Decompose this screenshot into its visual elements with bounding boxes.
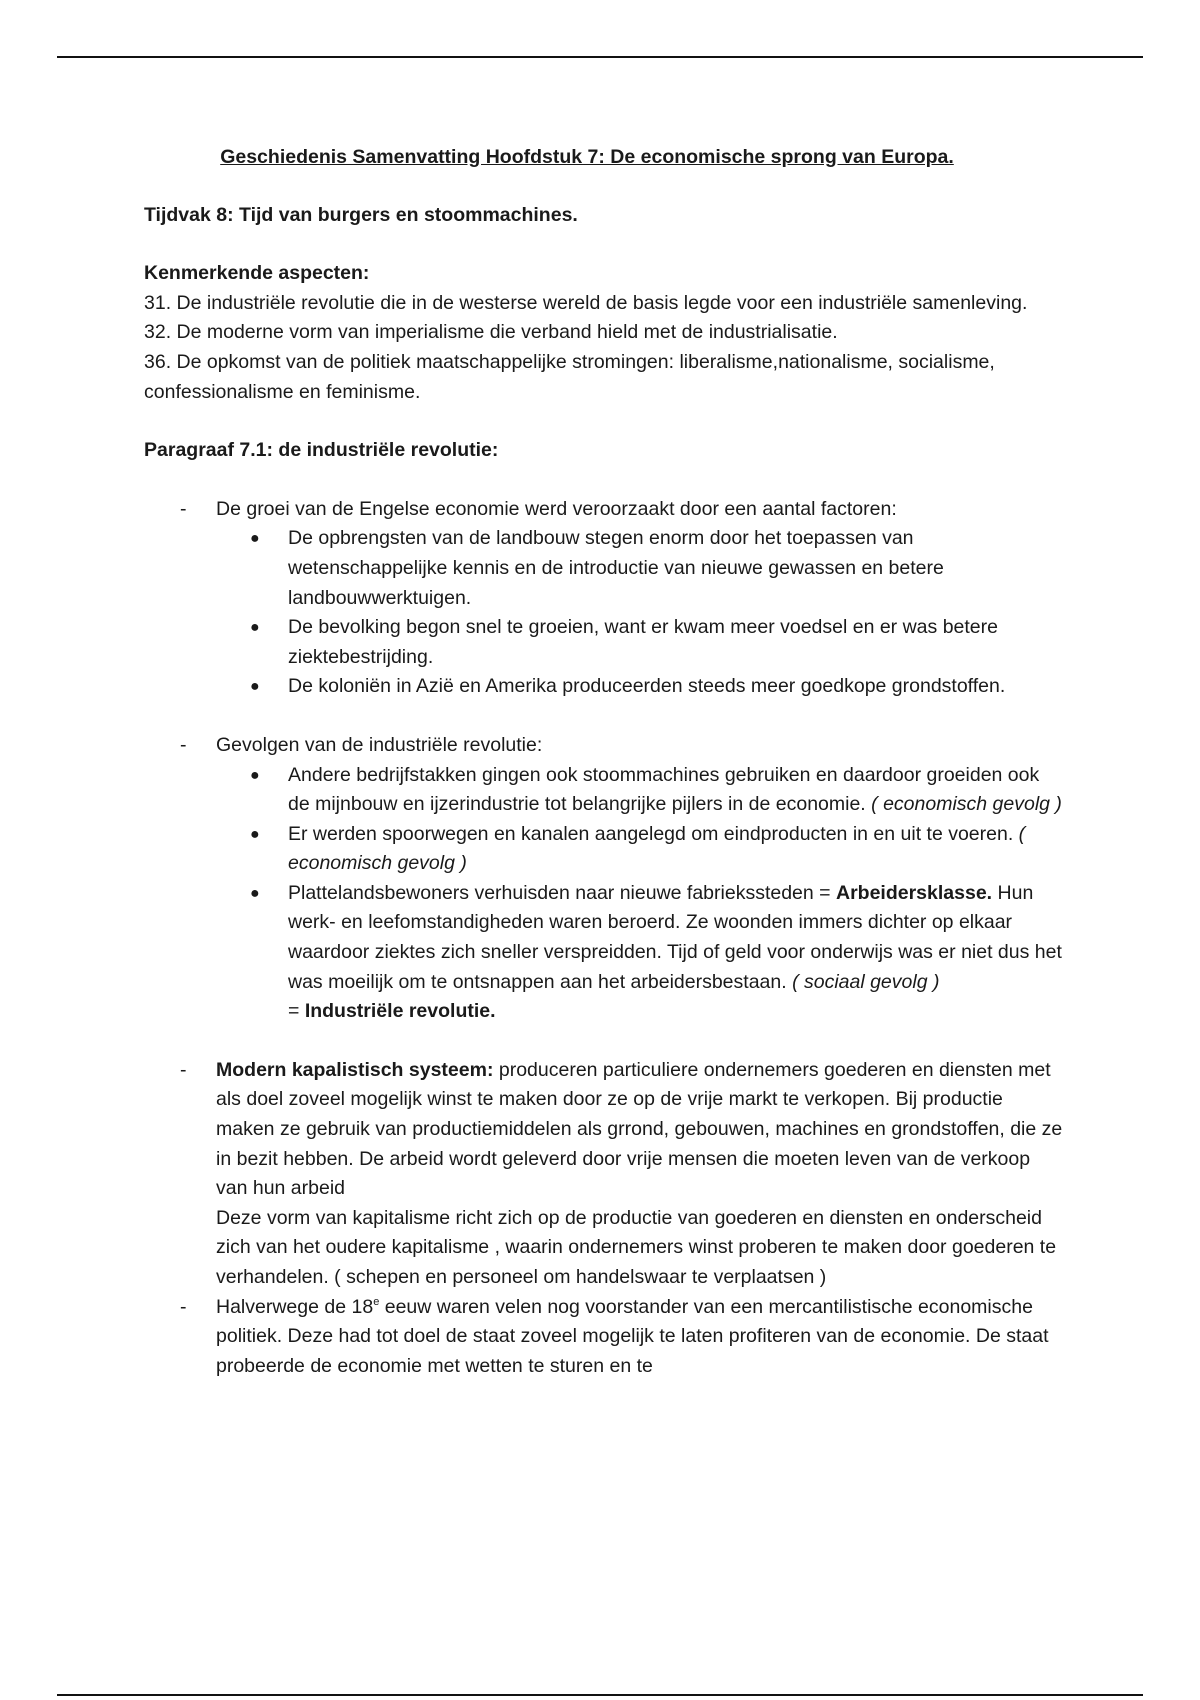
arbeidersklasse-term: Arbeidersklasse. bbox=[835, 881, 993, 904]
bullet-text: Er werden spoorwegen en kanalen aangelegd om eindproducten in en uit te voeren. bbox=[288, 822, 1019, 845]
dash-marker: - bbox=[180, 497, 187, 520]
bullet-text: Plattelandsbewoners verhuisden naar nieuwe fabriekssteden = bbox=[288, 881, 836, 904]
dash-marker: - bbox=[180, 1295, 187, 1318]
list-item bbox=[144, 495, 1064, 702]
kenmerkende-heading: Kenmerkende aspecten: bbox=[144, 262, 370, 285]
gevolg-note: ( sociaal gevolg ) bbox=[792, 970, 940, 993]
industriele-revolutie-term: Industriële revolutie. bbox=[304, 1000, 496, 1023]
bullet-icon: ● bbox=[250, 825, 260, 843]
gevolg-note: ( economisch gevolg ) bbox=[871, 793, 1062, 816]
dash-list-gevolgen bbox=[144, 731, 1064, 1027]
footer-rule bbox=[57, 1694, 1143, 1696]
bullet-text: De bevolking begon snel te groeien, want er kwam meer voedsel en er was betere ziektebestrijding. bbox=[288, 616, 998, 668]
bullet-text: Andere bedrijfstakken gingen ook stoommachines gebruiken en daardoor groeiden ook de mijnbouw en ijzerindustrie tot belangrijke pijlers in de economie. bbox=[288, 763, 1040, 816]
gevolg-note: ( economisch gevolg ) bbox=[288, 822, 1026, 875]
bullet-list-gevolgen bbox=[216, 761, 1064, 1027]
bullet-text: Hun werk- en leefomstandigheden waren beroerd. Ze woonden immers dichter op elkaar waardoor ziektes zich sneller verspreidden. Tijd of geld voor onderwijs was er niet dus het was moeilijk om te ontsnappen aan het arbeidersbestaan. bbox=[288, 881, 1062, 993]
bullet-icon: ● bbox=[250, 884, 260, 902]
tijdvak-heading: Tijdvak 8: Tijd van burgers en stoommachines. bbox=[144, 203, 578, 226]
ordinal-superscript: e bbox=[373, 1295, 380, 1308]
halverwege-text: Halverwege de 18 bbox=[216, 1295, 374, 1318]
modern-kapitalisme-term: Modern kapalistisch systeem: bbox=[216, 1058, 494, 1081]
dash-list-kapitalisme bbox=[144, 1056, 1064, 1382]
kenmerkend-aspect-36: 36. De opkomst van de politiek maatschappelijke stromingen: liberalisme,nationalisme, socialisme, confessionalisme en feminisme. bbox=[144, 350, 995, 403]
list-item bbox=[216, 761, 1064, 820]
list-item bbox=[144, 1293, 1064, 1382]
list-item bbox=[216, 613, 1064, 672]
bullet-list-groei bbox=[216, 524, 1064, 702]
gevolgen-intro: Gevolgen van de industriële revolutie: bbox=[216, 733, 543, 756]
bullet-icon: ● bbox=[250, 766, 260, 784]
paragraaf-heading: Paragraaf 7.1: de industriële revolutie: bbox=[144, 439, 499, 462]
list-item bbox=[216, 820, 1064, 879]
list-item bbox=[216, 524, 1064, 613]
equals-sign: = bbox=[288, 1000, 305, 1023]
bullet-text: De opbrengsten van de landbouw stegen enorm door het toepassen van wetenschappelijke kennis en de introductie van nieuwe gewassen en betere landbouwwerktuigen. bbox=[288, 527, 944, 609]
list-item bbox=[144, 1056, 1064, 1293]
list-item bbox=[216, 879, 1064, 1027]
header-rule bbox=[57, 56, 1143, 58]
groei-intro: De groei van de Engelse economie werd veroorzaakt door een aantal factoren: bbox=[216, 497, 897, 520]
halverwege-text-rest: eeuw waren velen nog voorstander van een mercantilistische economische politiek. Deze had tot doel de staat zoveel mogelijk te laten profiteren van de economie. De staat probeerde de economie met wetten te sturen en te bbox=[216, 1295, 1049, 1377]
dash-list-groei bbox=[144, 495, 1064, 702]
kenmerkend-aspect-32: 32. De moderne vorm van imperialisme die verband hield met de industrialisatie. bbox=[144, 321, 838, 344]
list-item bbox=[144, 731, 1064, 1027]
list-item bbox=[216, 672, 1064, 702]
document-body bbox=[144, 143, 1064, 1381]
bullet-icon: ● bbox=[250, 530, 260, 548]
dash-marker: - bbox=[180, 1058, 187, 1081]
bullet-text: De koloniën in Azië en Amerika produceerden steeds meer goedkope grondstoffen. bbox=[288, 675, 1006, 698]
dash-marker: - bbox=[180, 733, 187, 756]
modern-kapitalisme-text: produceren particuliere ondernemers goederen en diensten met als doel zoveel mogelijk winst te maken door ze op de vrije markt te verkopen. Bij productie maken ze gebruik van productiemiddelen als grrond, gebouwen, machines en grondstoffen, die ze in bezit hebben. De arbeid wordt geleverd door vrije mensen die moeten leven van de verkoop van hun arbeid bbox=[216, 1058, 1063, 1200]
bullet-icon: ● bbox=[250, 619, 260, 637]
kenmerkend-aspect-31: 31. De industriële revolutie die in de westerse wereld de basis legde voor een industriële samenleving. bbox=[144, 291, 1028, 314]
bullet-icon: ● bbox=[250, 678, 260, 696]
page-title: Geschiedenis Samenvatting Hoofdstuk 7: De economische sprong van Europa. bbox=[220, 146, 954, 168]
modern-kapitalisme-text2: Deze vorm van kapitalisme richt zich op de productie van goederen en diensten en onderscheid zich van het oudere kapitalisme , waarin ondernemers winst proberen te maken door goederen te verhandelen. ( schepen en personeel om handelswaar te verplaatsen ) bbox=[216, 1206, 1057, 1288]
